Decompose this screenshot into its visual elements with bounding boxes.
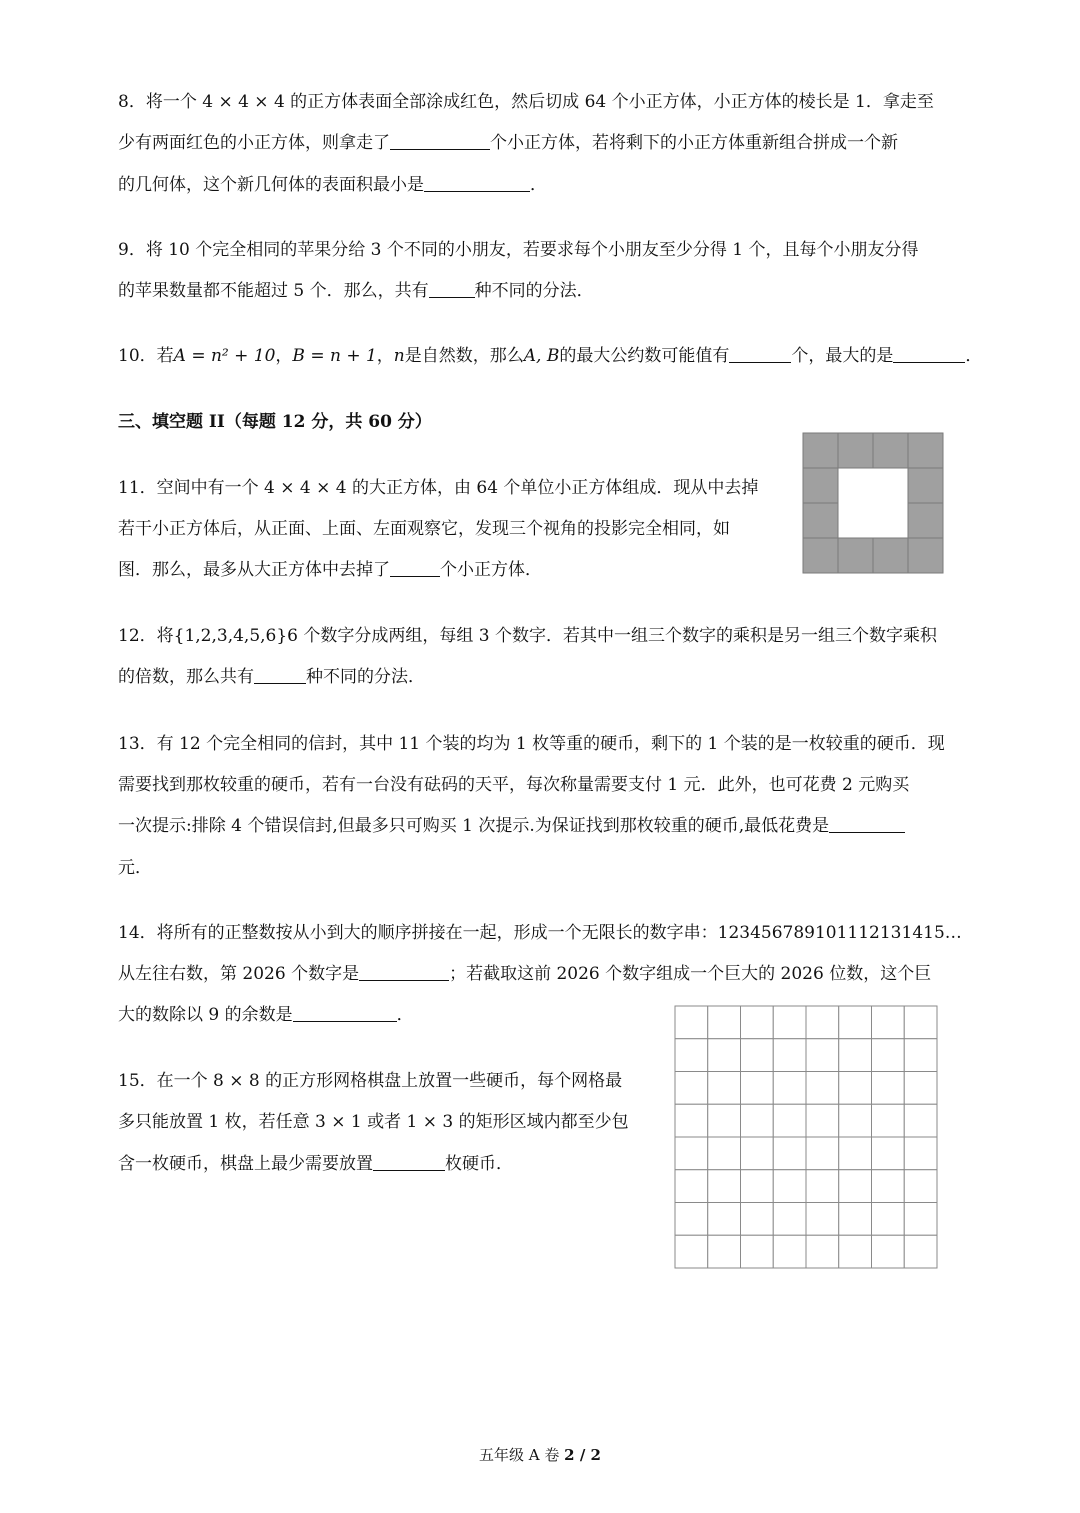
q15-board-cell: [904, 1072, 937, 1105]
q15-board-cell: [904, 1006, 937, 1039]
q15-board-cell: [872, 1170, 905, 1203]
q11-shaded-cell: [908, 468, 943, 503]
q11-shaded-cell: [908, 538, 943, 573]
q15-board-cell: [839, 1203, 872, 1236]
q14-line-3: [118, 1003, 414, 1027]
q15-board-cell: [773, 1170, 806, 1203]
q9-line-1: 9．将 10 个完全相同的苹果分给 3 个不同的小朋友，若要求每个小朋友至少分得 1 个，且每个小朋友分得: [118, 240, 919, 260]
q14-text: 大的数除以 9 的余数是: [118, 1005, 293, 1025]
q15-board-cell: [773, 1235, 806, 1268]
q15-board-cell: [872, 1235, 905, 1268]
q10-formula-b: B = n + 1: [292, 346, 377, 366]
q15-board-cell: [773, 1072, 806, 1105]
q15-text: 枚硬币．: [445, 1154, 513, 1174]
q15-board-cell: [675, 1039, 708, 1072]
q15-board-cell: [839, 1072, 872, 1105]
q10-variables-ab: A, B: [523, 346, 560, 366]
q10-text: ．: [965, 346, 983, 366]
q14-answer-blank-2[interactable]: [293, 1003, 397, 1022]
q15-board-cell: [741, 1203, 774, 1236]
q8-answer-blank-1[interactable]: [390, 131, 490, 150]
q14-text: ；若截取这前 2026 个数字组成一个巨大的 2026 位数，这个巨: [449, 964, 932, 984]
q11-shaded-cell: [838, 433, 873, 468]
q15-board-cell: [904, 1104, 937, 1137]
q14-text: ．: [396, 1005, 414, 1025]
q15-board-cell: [806, 1235, 839, 1268]
q15-board-cell: [708, 1072, 741, 1105]
footer-label: 五年级 A 卷: [479, 1446, 565, 1464]
q15-board-cell: [773, 1104, 806, 1137]
q15-board-cell: [806, 1072, 839, 1105]
q15-board-cell: [839, 1137, 872, 1170]
q15-board-cell: [806, 1170, 839, 1203]
q11-line-3: [118, 558, 542, 582]
q10-line: [118, 344, 982, 368]
q15-chessboard-figure: [674, 1005, 938, 1269]
q10-text: 是自然数，那么: [404, 346, 524, 366]
q11-shaded-cell: [908, 433, 943, 468]
q15-board-cell: [773, 1137, 806, 1170]
q8-text: 的几何体，这个新几何体的表面积最小是: [118, 175, 424, 195]
q15-board-cell: [741, 1235, 774, 1268]
q15-line-2: 多只能放置 1 枚，若任意 3 × 1 或者 1 × 3 的矩形区域内都至少包: [118, 1112, 629, 1132]
q11-text: 个小正方体．: [440, 560, 542, 580]
q8-text: 少有两面红色的小正方体，则拿走了: [118, 133, 390, 153]
q15-board-cell: [872, 1072, 905, 1105]
q15-text: 含一枚硬币，棋盘上最少需要放置: [118, 1154, 373, 1174]
q15-board-cell: [741, 1072, 774, 1105]
q11-shaded-cell: [873, 538, 908, 573]
q15-board-cell: [675, 1203, 708, 1236]
q9-line-2: [118, 279, 594, 303]
q8-answer-blank-2[interactable]: [424, 173, 530, 192]
q11-line-2: 若干小正方体后，从正面、上面、左面观察它，发现三个视角的投影完全相同，如: [118, 519, 730, 539]
q12-text: 种不同的分法．: [306, 667, 425, 687]
q11-shaded-cell: [873, 433, 908, 468]
q12-answer-blank[interactable]: [254, 665, 306, 684]
q9-answer-blank[interactable]: [429, 279, 475, 298]
q8-line-3: [118, 173, 547, 197]
page-footer: [0, 1444, 1080, 1465]
q8-text: ．: [530, 175, 547, 195]
q15-board-cell: [904, 1039, 937, 1072]
q14-text: 从左往右数，第 2026 个数字是: [118, 964, 360, 984]
q15-board-cell: [708, 1006, 741, 1039]
q10-formula-a: A = n² + 10: [173, 346, 276, 366]
q15-board-cell: [904, 1203, 937, 1236]
q13-line-4: 元．: [118, 858, 152, 878]
q15-board-cell: [741, 1039, 774, 1072]
q15-board-cell: [675, 1006, 708, 1039]
q15-board-cell: [839, 1170, 872, 1203]
q12-line-1: 12．将{1,2,3,4,5,6}6 个数字分成两组，每组 3 个数字．若其中一组三个数字的乘积是另一组三个数字乘积: [118, 626, 938, 646]
q13-line-2: 需要找到那枚较重的硬币，若有一台没有砝码的天平，每次称量需要支付 1 元．此外，也可花费 2 元购买: [118, 775, 910, 795]
q15-board-cell: [806, 1137, 839, 1170]
q15-board-cell: [872, 1104, 905, 1137]
q13-text: 一次提示:排除 4 个错误信封,但最多只可购买 1 次提示.为保证找到那枚较重的硬币,最低花费是: [118, 816, 830, 836]
q12-text: 的倍数，那么共有: [118, 667, 254, 687]
q15-board-cell: [675, 1137, 708, 1170]
q10-answer-blank-2[interactable]: [893, 344, 965, 363]
q15-board-cell: [839, 1104, 872, 1137]
q15-board-cell: [708, 1039, 741, 1072]
q15-board-cell: [839, 1039, 872, 1072]
q15-board-cell: [904, 1235, 937, 1268]
q11-shaded-cell: [803, 433, 838, 468]
q13-line-1: 13．有 12 个完全相同的信封，其中 11 个装的均为 1 枚等重的硬币，剩下的 1 个装的是一枚较重的硬币．现: [118, 734, 945, 754]
q10-variable-n: n: [393, 346, 405, 366]
q11-projection-figure: [802, 432, 944, 574]
q11-answer-blank[interactable]: [390, 558, 440, 577]
q8-line-1: 8．将一个 4 × 4 × 4 的正方体表面全部涂成红色，然后切成 64 个小正方体，小正方体的棱长是 1．拿走至: [118, 92, 934, 112]
section-3-heading: 三、填空题 II（每题 12 分，共 60 分）: [118, 412, 432, 432]
q15-board-cell: [741, 1137, 774, 1170]
q11-shaded-cell: [908, 503, 943, 538]
q15-answer-blank[interactable]: [373, 1152, 445, 1171]
q15-board-cell: [675, 1072, 708, 1105]
q15-board-cell: [741, 1170, 774, 1203]
q15-board-cell: [872, 1203, 905, 1236]
page-number: 2 / 2: [564, 1446, 601, 1464]
q15-board-cell: [872, 1137, 905, 1170]
q14-line-1: 14．将所有的正整数按从小到大的顺序拼接在一起，形成一个无限长的数字串：1234567891011121314​15…: [118, 923, 962, 943]
q11-shaded-cell: [803, 468, 838, 503]
q15-board-cell: [872, 1006, 905, 1039]
q11-shaded-cell: [803, 503, 838, 538]
q15-board-cell: [675, 1170, 708, 1203]
q11-line-1: 11．空间中有一个 4 × 4 × 4 的大正方体，由 64 个单位小正方体组成．现从中去掉: [118, 478, 759, 498]
q15-board-cell: [708, 1137, 741, 1170]
q15-board-cell: [904, 1137, 937, 1170]
q15-board-cell: [806, 1104, 839, 1137]
q14-line-2: [118, 962, 931, 986]
q15-board-cell: [839, 1006, 872, 1039]
q15-board-cell: [773, 1039, 806, 1072]
q15-board-cell: [806, 1039, 839, 1072]
q14-answer-blank-1[interactable]: [359, 962, 449, 981]
q12-line-2: [118, 665, 425, 689]
q15-board-cell: [806, 1006, 839, 1039]
q15-board-cell: [675, 1235, 708, 1268]
q11-shaded-cell: [803, 538, 838, 573]
q10-text: 10．若: [118, 346, 174, 366]
q9-text: 的苹果数量都不能超过 5 个．那么，共有: [118, 281, 429, 301]
q15-board-cell: [773, 1203, 806, 1236]
q13-answer-blank[interactable]: [829, 814, 905, 833]
q8-line-2: [118, 131, 898, 155]
q15-board-cell: [872, 1039, 905, 1072]
q11-shaded-cell: [838, 538, 873, 573]
q15-board-cell: [904, 1170, 937, 1203]
q15-line-3: [118, 1152, 513, 1176]
q10-text: 个，最大的是: [791, 346, 894, 366]
q15-board-cell: [708, 1170, 741, 1203]
q15-board-cell: [839, 1235, 872, 1268]
q15-board-cell: [708, 1203, 741, 1236]
q10-answer-blank-1[interactable]: [729, 344, 791, 363]
q13-line-3: [118, 814, 905, 838]
q15-board-cell: [741, 1006, 774, 1039]
q15-board-cell: [708, 1235, 741, 1268]
q15-board-cell: [741, 1104, 774, 1137]
q15-line-1: 15．在一个 8 × 8 的正方形网格棋盘上放置一些硬币，每个网格最: [118, 1071, 623, 1091]
q9-text: 种不同的分法．: [474, 281, 594, 301]
q10-text: 的最大公约数可能值有: [559, 346, 730, 366]
q15-board-cell: [773, 1006, 806, 1039]
q15-board-cell: [675, 1104, 708, 1137]
q10-text: ，: [275, 346, 293, 366]
q15-board-cell: [708, 1104, 741, 1137]
q15-board-cell: [806, 1203, 839, 1236]
q10-text: ，: [376, 346, 394, 366]
q8-text: 个小正方体，若将剩下的小正方体重新组合拼成一个新: [490, 133, 898, 153]
q11-text: 图．那么，最多从大正方体中去掉了: [118, 560, 390, 580]
